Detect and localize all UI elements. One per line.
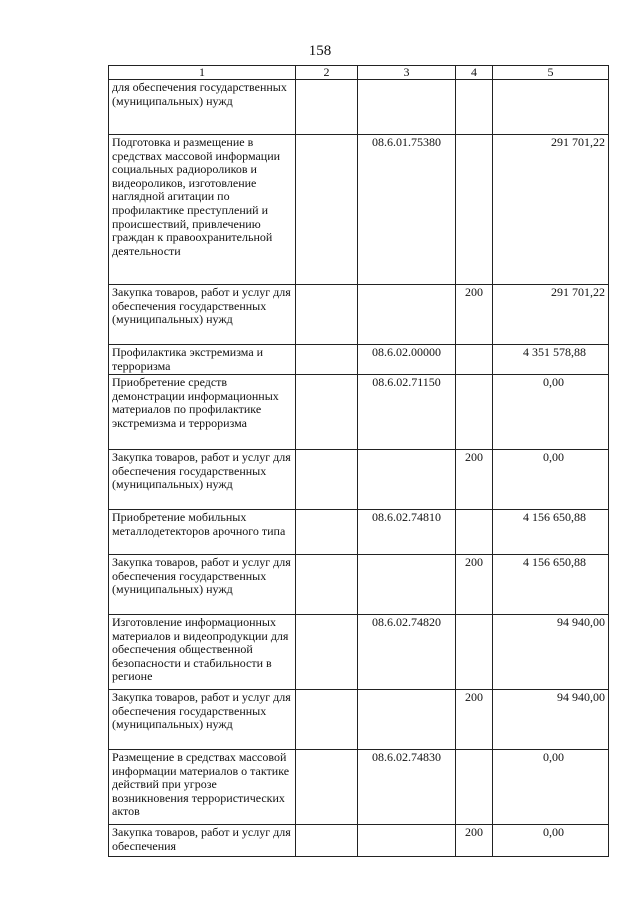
row-col2 [296, 80, 358, 135]
row-amount: 291 701,22 [493, 135, 609, 285]
column-header: 2 [296, 66, 358, 80]
row-code: 08.6.02.74830 [358, 750, 456, 825]
row-type [456, 615, 493, 690]
row-name: Размещение в средствах массовой информации материалов о тактике действий при угрозе возникновения террористических актов [109, 750, 296, 825]
row-code [358, 690, 456, 750]
row-type [456, 135, 493, 285]
table-row [109, 750, 609, 825]
row-name: Приобретение средств демонстрации информационных материалов по профилактике экстремизма и терроризма [109, 375, 296, 450]
row-name: Изготовление информационных материалов и видеопродукции для обеспечения общественной безопасности и стабильности в регионе [109, 615, 296, 690]
row-amount: 0,00 [493, 375, 609, 450]
table-row [109, 80, 609, 135]
row-type [456, 510, 493, 555]
row-col2 [296, 450, 358, 510]
table-row [109, 510, 609, 555]
row-name: Закупка товаров, работ и услуг для обеспечения государственных (муниципальных) нужд [109, 285, 296, 345]
row-code: 08.6.02.00000 [358, 345, 456, 375]
row-col2 [296, 345, 358, 375]
row-type: 200 [456, 450, 493, 510]
row-name: Закупка товаров, работ и услуг для обеспечения [109, 825, 296, 857]
row-code [358, 285, 456, 345]
table-row [109, 555, 609, 615]
row-code [358, 80, 456, 135]
row-amount: 94 940,00 [493, 690, 609, 750]
row-type [456, 375, 493, 450]
row-amount: 0,00 [493, 450, 609, 510]
budget-table [108, 65, 609, 857]
table-row [109, 450, 609, 510]
row-type: 200 [456, 690, 493, 750]
row-type: 200 [456, 285, 493, 345]
table-header-row [109, 66, 609, 80]
row-type [456, 345, 493, 375]
row-col2 [296, 750, 358, 825]
row-code [358, 450, 456, 510]
row-code: 08.6.02.74810 [358, 510, 456, 555]
row-type [456, 750, 493, 825]
row-code [358, 825, 456, 857]
row-amount: 4 351 578,88 [493, 345, 609, 375]
row-name: Закупка товаров, работ и услуг для обеспечения государственных (муниципальных) нужд [109, 555, 296, 615]
row-code [358, 555, 456, 615]
row-amount: 0,00 [493, 825, 609, 857]
row-name: Приобретение мобильных металлодетекторов арочного типа [109, 510, 296, 555]
row-amount [493, 80, 609, 135]
column-header: 1 [109, 66, 296, 80]
table-row [109, 135, 609, 285]
row-amount: 0,00 [493, 750, 609, 825]
row-col2 [296, 135, 358, 285]
column-header: 4 [456, 66, 493, 80]
row-name: Закупка товаров, работ и услуг для обеспечения государственных (муниципальных) нужд [109, 450, 296, 510]
row-name: для обеспечения государственных (муниципальных) нужд [109, 80, 296, 135]
row-name: Закупка товаров, работ и услуг для обеспечения государственных (муниципальных) нужд [109, 690, 296, 750]
row-name: Профилактика экстремизма и терроризма [109, 345, 296, 375]
row-amount: 94 940,00 [493, 615, 609, 690]
column-header: 3 [358, 66, 456, 80]
table-row [109, 615, 609, 690]
row-type [456, 80, 493, 135]
row-type: 200 [456, 555, 493, 615]
row-name: Подготовка и размещение в средствах массовой информации социальных радиороликов и видеороликов, изготовление наглядной агитации по профилактике преступлений и происшествий, привлечению граждан к правоохранительной деятельности [109, 135, 296, 285]
row-code: 08.6.02.74820 [358, 615, 456, 690]
column-header: 5 [493, 66, 609, 80]
row-amount: 4 156 650,88 [493, 555, 609, 615]
row-code: 08.6.01.75380 [358, 135, 456, 285]
row-col2 [296, 690, 358, 750]
row-amount: 4 156 650,88 [493, 510, 609, 555]
table-row [109, 375, 609, 450]
row-col2 [296, 825, 358, 857]
row-type: 200 [456, 825, 493, 857]
table-row [109, 345, 609, 375]
row-amount: 291 701,22 [493, 285, 609, 345]
row-code: 08.6.02.71150 [358, 375, 456, 450]
row-col2 [296, 510, 358, 555]
row-col2 [296, 375, 358, 450]
row-col2 [296, 555, 358, 615]
row-col2 [296, 285, 358, 345]
table-row [109, 690, 609, 750]
row-col2 [296, 615, 358, 690]
page-number: 158 [308, 43, 332, 59]
table-row [109, 285, 609, 345]
table-row [109, 825, 609, 857]
